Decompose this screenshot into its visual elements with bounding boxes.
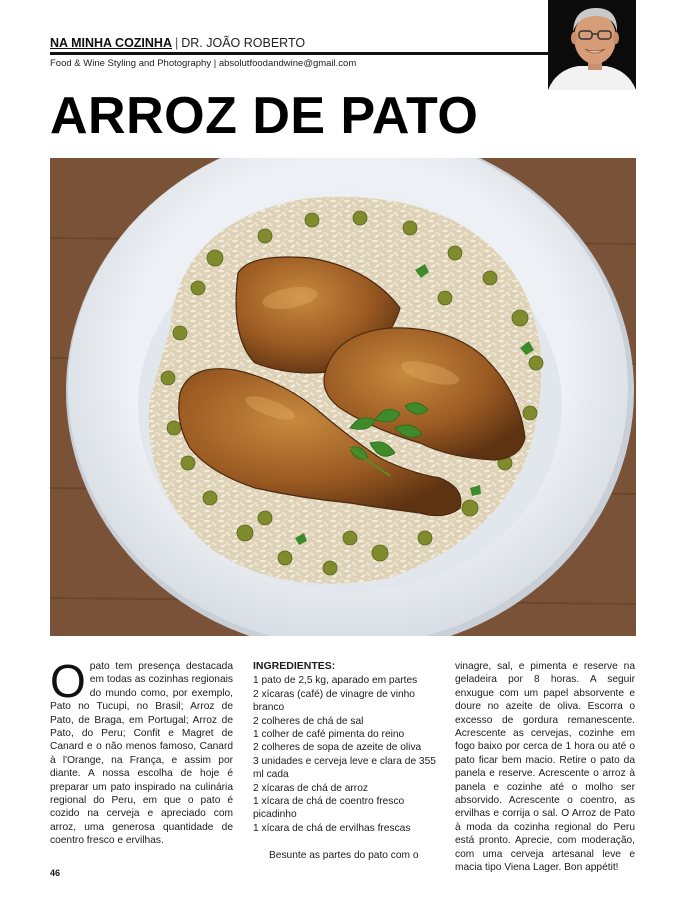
magazine-header [50,36,548,69]
drop-cap: O [50,655,86,707]
intro-column [50,655,233,848]
header-rule [50,52,548,55]
author-portrait [548,0,636,90]
ingredient-item: 2 colheres de sopa de azeite de oliva [253,742,422,754]
author-name: DR. JOÃO ROBERTO [181,36,306,50]
ingredients-column [253,660,436,863]
intro-text: pato tem presença destacada em todas as cozinhas regionais do mundo como, por exemplo, Pato no Tucupi, no Brasil; Arroz de Pato, de Braga, em Portugal; Arroz de Pato, do Peru; Confit e Magret de Canard e o não menos famoso, Canard à l'Orange, na França, e assim por diante. A nossa escolha de hoje é preparar um pato inspirado na culinária regional do Peru, em que o pato é cozido na cerveja e apreciado com arroz, uma generosa quantidade de coentro fresco e ervilhas. [50,661,233,847]
header-separator: | [174,36,179,50]
page-number: 46 [50,868,61,878]
ingredient-item: 1 pato de 2,5 kg, aparado em partes [253,675,418,687]
ingredient-item: 3 unidades e cerveja leve e clara de 355 ml cada [253,755,436,781]
article-title: ARROZ DE PATO [50,87,479,145]
method-start: Besunte as partes do pato com o [269,850,419,862]
ingredient-item: 1 xícara de chá de ervilhas frescas [253,822,411,834]
ingredient-item: 1 colher de café pimenta do reino [253,729,405,741]
header-subtitle: Food & Wine Styling and Photography | absolutfoodandwine@gmail.com [50,58,357,69]
ingredients-title: INGREDIENTES: [253,660,336,672]
method-column [455,660,635,875]
ingredients-list [253,674,436,835]
header-line [50,36,548,51]
method-text: vinagre, sal, e pimenta e reserve na geladeira por 8 horas. A seguir enxugue com um papel absorvente e doure no azeite de oliva. Escorra o excesso de gordura remanescente. Acrescente as cervejas, cozinhe em fogo baixo por cerca de 1 hora ou até o pato ficar bem macio. Retire o pato da panela e reserve. Acrescente o arroz à panela e cozinhe até o molho ser absorvido. Acrescente o coentro, as ervilhas e corrija o sal. O Arroz de Pato à moda da cozinha regional do Peru está pronto. Aprecie, com moderação, com uma cerveja artesanal leve e macia tipo Viena Lager. Bon appétit! [455,661,635,874]
ingredient-item: 1 xícara de chá de coentro fresco picadinho [253,796,405,821]
intro-paragraph [50,655,233,848]
ingredient-item: 2 xícaras (café) de vinagre de vinho branco [253,688,415,714]
ingredient-item: 2 colheres de chá de sal [253,715,364,727]
dish-photo [50,158,636,636]
arroz-de-pato-image [50,158,636,636]
section-name: NA MINHA COZINHA [50,36,172,50]
ingredient-item: 2 xícaras de chá de arroz [253,782,368,794]
portrait-image [548,0,636,90]
